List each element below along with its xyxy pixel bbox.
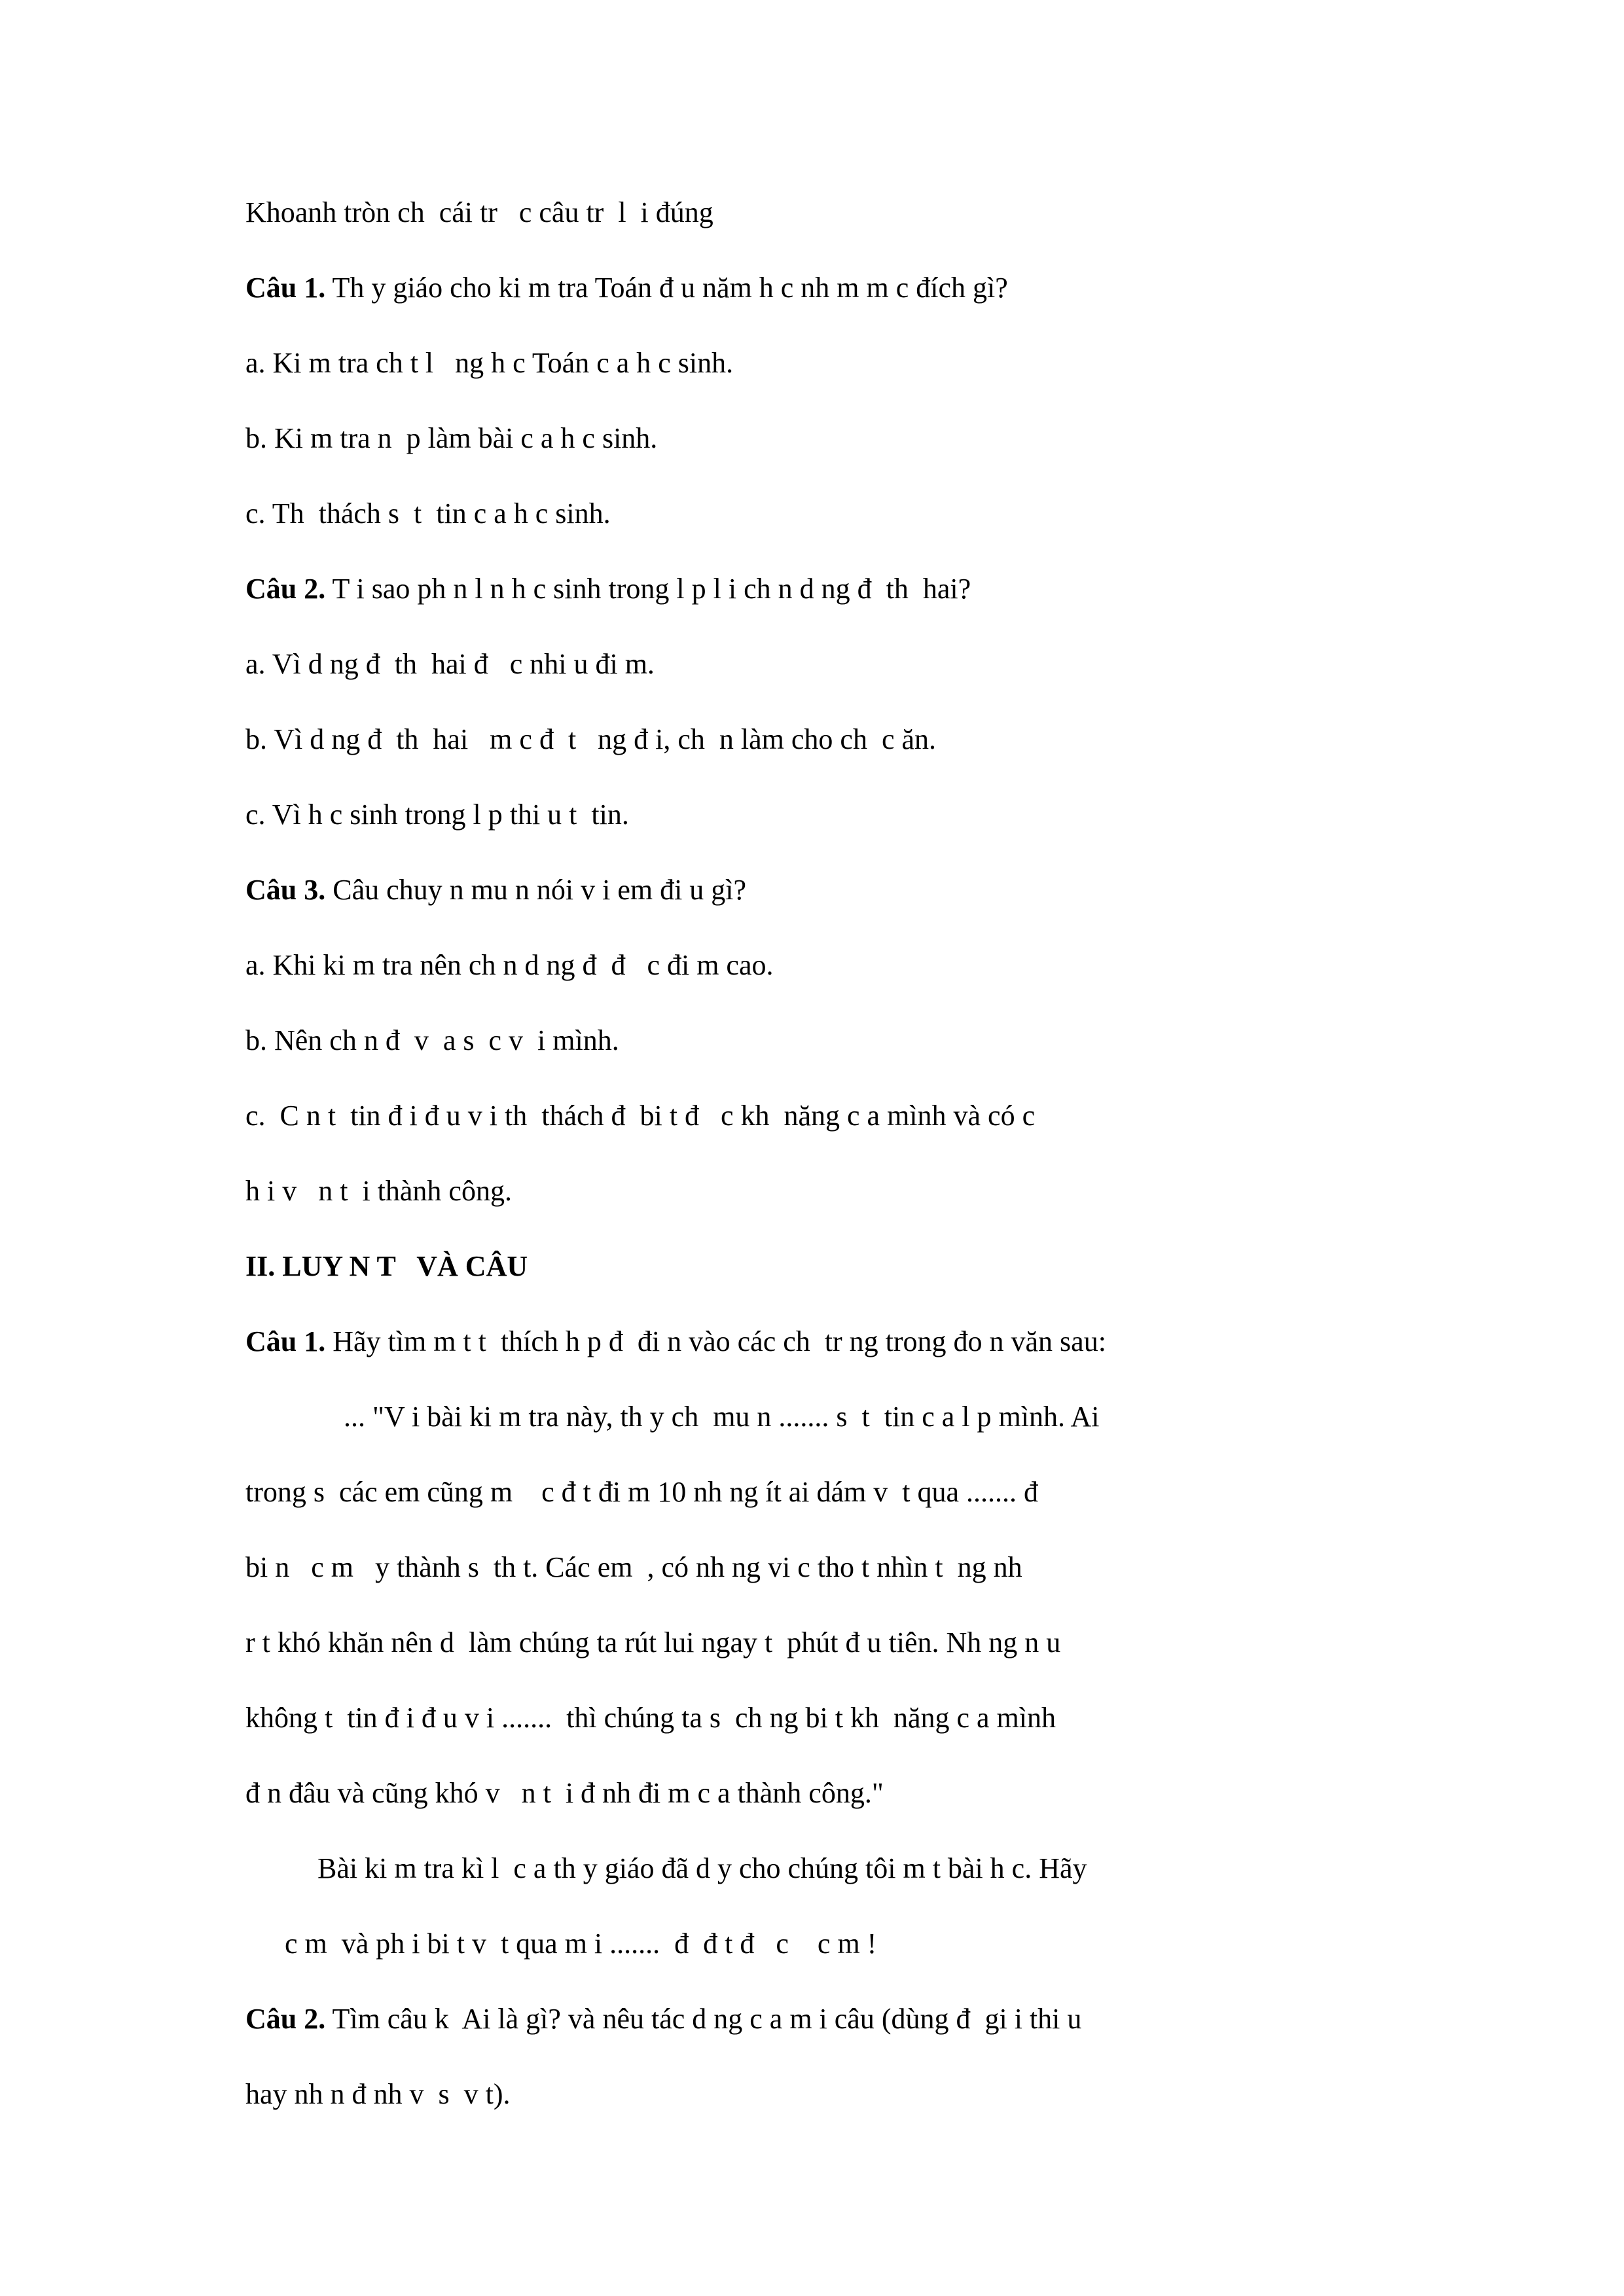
passage-line-5: [245, 1680, 1447, 1755]
question-label: Câu 2.: [245, 2003, 326, 2035]
reading-q3-option-c-line-2: [245, 1153, 1447, 1229]
line-text: bi n c m y thành s th t. Các em , có nh ng vi c tho t nhìn t ng nh: [245, 1551, 1022, 1583]
reading-q1-option-b: [245, 401, 1447, 476]
reading-q2-option-c: [245, 777, 1447, 852]
line-text: trong s các em cũng m c đ t đi m 10 nh ng ít ai dám v t qua ....... đ: [245, 1476, 1039, 1508]
reading-q1-line: [245, 250, 1447, 325]
reading-q3-option-a: [245, 927, 1447, 1003]
line-text: hay nh n đ nh v s v t).: [245, 2078, 511, 2110]
line-text: Tìm câu k Ai là gì? và nêu tác d ng c a m i câu (dùng đ gi i thi u: [325, 2003, 1082, 2035]
grammar-q1-line: [245, 1304, 1447, 1379]
line-text: Th y giáo cho ki m tra Toán đ u năm h c nh m m c đích gì?: [325, 272, 1008, 304]
passage-line-1: [245, 1379, 1447, 1454]
line-text: a. Vì d ng đ th hai đ c nhi u đi m.: [245, 648, 655, 680]
reading-q2-line: [245, 551, 1447, 626]
passage-line-6: [245, 1755, 1447, 1831]
line-text: c. Vì h c sinh trong l p thi u t tin.: [245, 798, 629, 831]
line-text: h i v n t i thành công.: [245, 1175, 512, 1207]
grammar-q2-line-2: [245, 2056, 1447, 2132]
line-text: b. Ki m tra n p làm bài c a h c sinh.: [245, 422, 658, 454]
line-text: c. C n t tin đ i đ u v i th thách đ bi t đ c kh năng c a mình và có c: [245, 1100, 1036, 1132]
reading-q2-option-a: [245, 626, 1447, 702]
passage-line-3: [245, 1530, 1447, 1605]
line-text: ... "V i bài ki m tra này, th y ch mu n ....... s t tin c a l p mình. Ai: [344, 1401, 1100, 1433]
question-label: Câu 3.: [245, 874, 326, 906]
line-text: a. Ki m tra ch t l ng h c Toán c a h c sinh.: [245, 347, 734, 379]
question-label: Câu 1.: [245, 1325, 326, 1357]
closing-line-1: [245, 1831, 1447, 1906]
reading-q3-option-b: [245, 1003, 1447, 1078]
closing-line-2: [245, 1906, 1447, 1981]
line-text: c. Th thách s t tin c a h c sinh.: [245, 497, 611, 529]
grammar-q2-line-1: [245, 1981, 1447, 2056]
reading-q3-option-c-line-1: [245, 1078, 1447, 1153]
question-label: Câu 1.: [245, 272, 326, 304]
reading-q2-option-b: [245, 702, 1447, 777]
instruction-line: [245, 175, 1447, 250]
line-text: Hãy tìm m t t thích h p đ đi n vào các ch tr ng trong đo n văn sau:: [325, 1325, 1106, 1357]
line-text: Câu chuy n mu n nói v i em đi u gì?: [325, 874, 747, 906]
section-2-heading: [245, 1229, 1447, 1304]
section-heading-text: II. LUY N T VÀ CÂU: [245, 1250, 528, 1282]
line-text: Khoanh tròn ch cái tr c câu tr l i đúng: [245, 196, 713, 228]
line-text: b. Nên ch n đ v a s c v i mình.: [245, 1024, 619, 1056]
line-text: không t tin đ i đ u v i ....... thì chúng ta s ch ng bi t kh năng c a mình: [245, 1702, 1056, 1734]
line-text: b. Vì d ng đ th hai m c đ t ng đ i, ch n làm cho ch c ăn.: [245, 723, 937, 755]
line-text: a. Khi ki m tra nên ch n d ng đ đ c đi m cao.: [245, 949, 774, 981]
reading-q1-option-c: [245, 476, 1447, 551]
passage-line-4: [245, 1605, 1447, 1680]
passage-line-2: [245, 1454, 1447, 1530]
line-text: đ n đâu và cũng khó v n t i đ nh đi m c a thành công.": [245, 1777, 884, 1809]
reading-q1-option-a: [245, 325, 1447, 401]
line-text: r t khó khăn nên d làm chúng ta rút lui ngay t phút đ u tiên. Nh ng n u: [245, 1626, 1061, 1659]
question-label: Câu 2.: [245, 573, 326, 605]
reading-q3-line: [245, 852, 1447, 927]
line-text: T i sao ph n l n h c sinh trong l p l i ch n d ng đ th hai?: [325, 573, 971, 605]
line-text: c m và ph i bi t v t qua m i ....... đ đ t đ c c m !: [285, 1928, 877, 1960]
line-text: Bài ki m tra kì l c a th y giáo đã d y cho chúng tôi m t bài h c. Hãy: [317, 1852, 1087, 1884]
